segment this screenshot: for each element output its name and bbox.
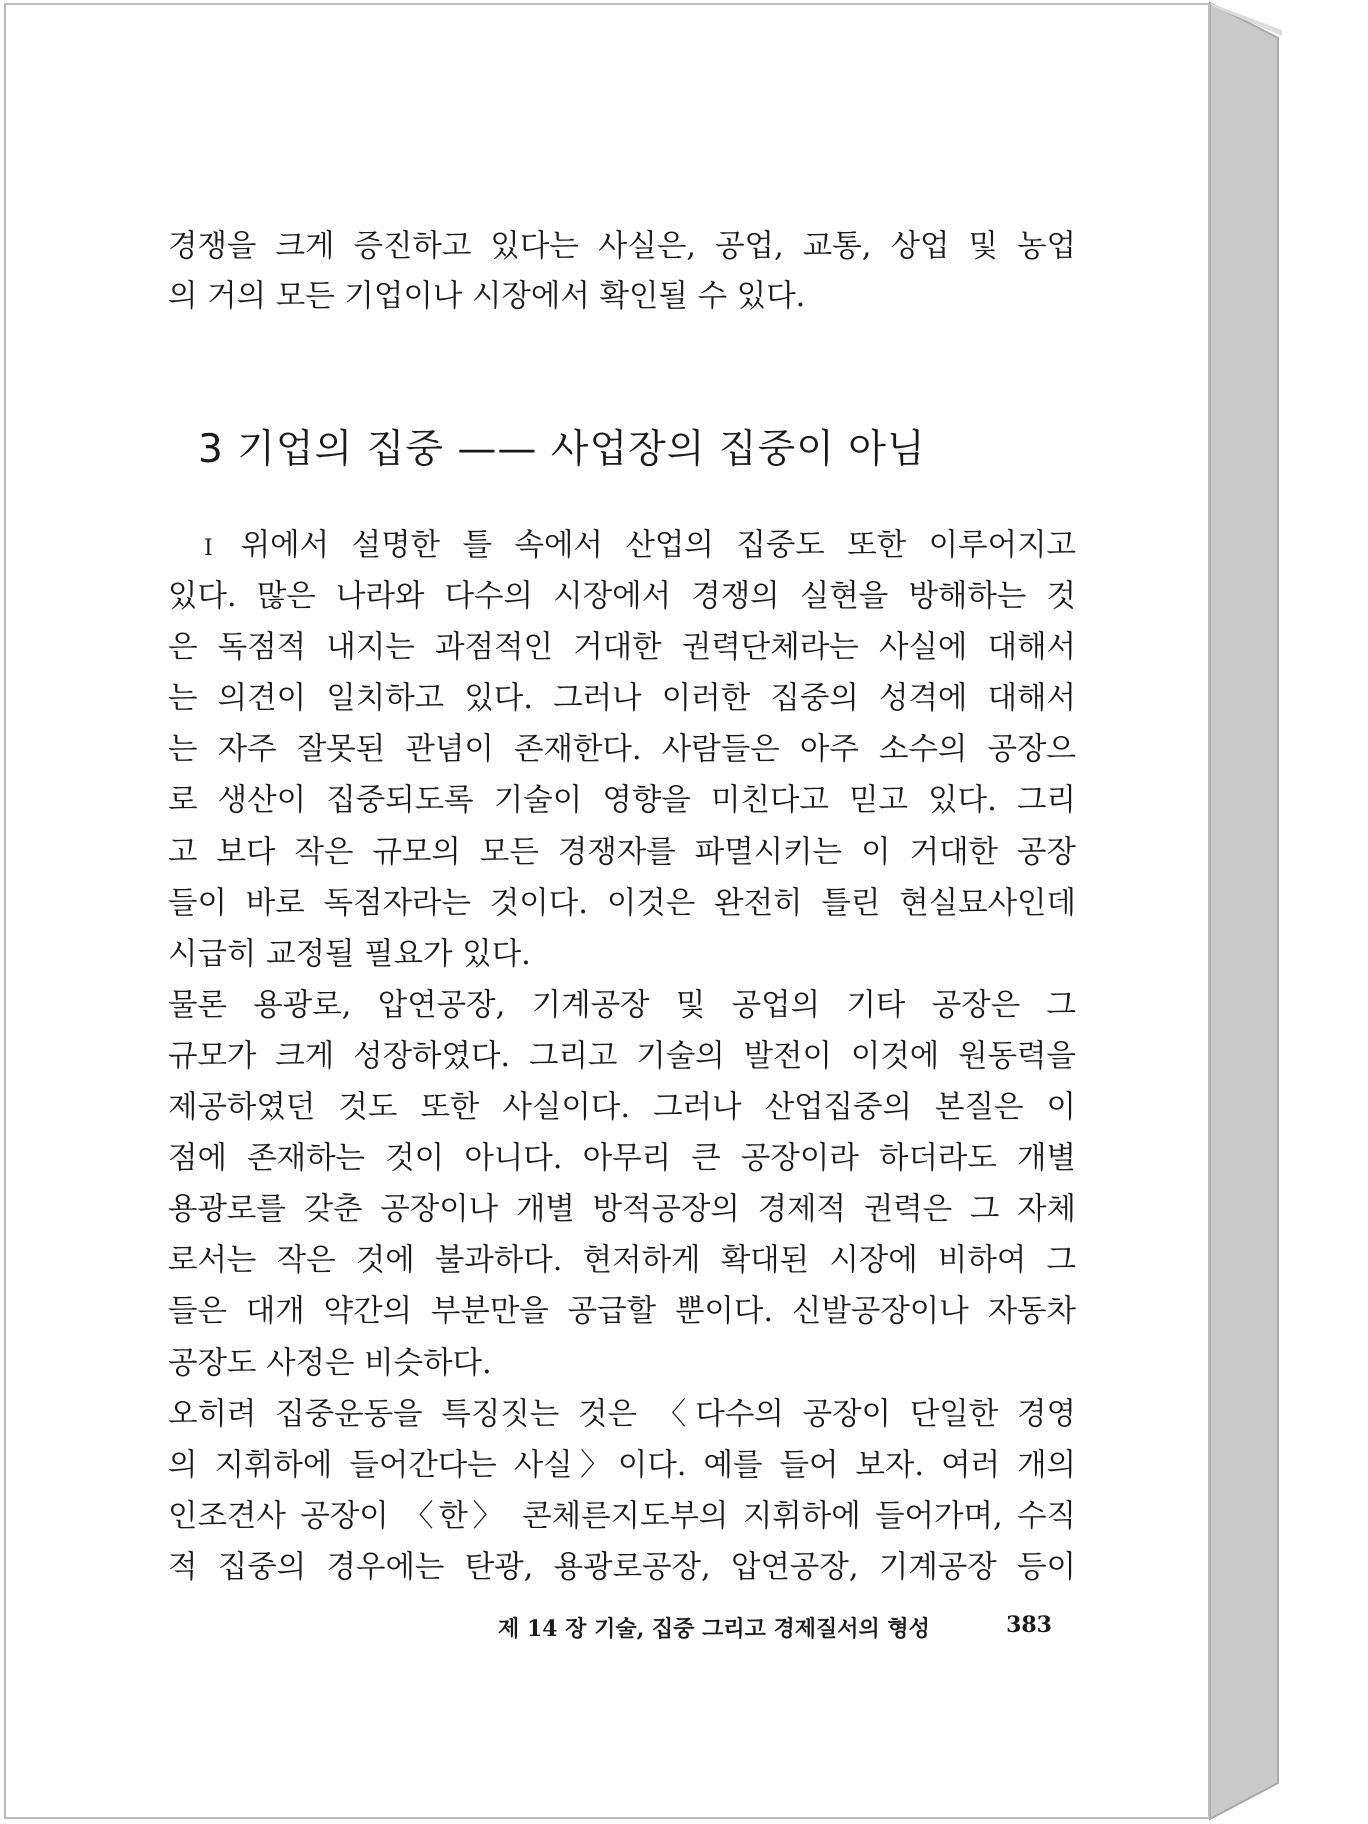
text-line-first bbox=[168, 520, 1076, 571]
body-text bbox=[168, 520, 1076, 1593]
text-line: 의 거의 모든 기업이나 시장에서 확인될 수 있다. bbox=[168, 278, 806, 314]
text-line: 오히려 집중운동을 특징짓는 것은 〈다수의 공장이 단일한 경영 bbox=[168, 1396, 1076, 1432]
paragraph-marker: I bbox=[204, 536, 213, 561]
text-line: 시급히 교정될 필요가 있다. bbox=[168, 936, 531, 972]
text-line: 인조견사 공장이 〈한〉 콘체른지도부의 지휘하에 들어가며, 수직 bbox=[168, 1498, 1076, 1534]
text-line: 용광로를 갖춘 공장이나 개별 방적공장의 경제적 권력은 그 자체 bbox=[168, 1192, 1076, 1228]
running-head: 제 14 장 기술, 집중 그리고 경제질서의 형성 bbox=[498, 1616, 930, 1642]
text-line: 는 의견이 일치하고 있다. 그러나 이러한 집중의 성격에 대해서 bbox=[168, 681, 1076, 717]
text-line: 들이 바로 독점자라는 것이다. 이것은 완전히 틀린 현실묘사인데 bbox=[168, 885, 1076, 921]
text-line: 로서는 작은 것에 불과하다. 현저하게 확대된 시장에 비하여 그 bbox=[168, 1243, 1076, 1279]
text-line: 은 독점적 내지는 과점적인 거대한 권력단체라는 사실에 대해서 bbox=[168, 630, 1076, 666]
text-line: 의 지휘하에 들어간다는 사실〉이다. 예를 들어 보자. 여러 개의 bbox=[168, 1447, 1076, 1483]
text-line: 규모가 크게 성장하였다. 그리고 기술의 발전이 이것에 원동력을 bbox=[168, 1038, 1076, 1074]
intro-text bbox=[168, 222, 1076, 321]
text-line: 고 보다 작은 규모의 모든 경쟁자를 파멸시키는 이 거대한 공장 bbox=[168, 834, 1076, 870]
text-line: 경쟁을 크게 증진하고 있다는 사실은, 공업, 교통, 상업 및 농업 bbox=[168, 229, 1076, 264]
text-line: 들은 대개 약간의 부분만을 공급할 뿐이다. 신발공장이나 자동차 bbox=[168, 1294, 1076, 1330]
text-line: 물론 용광로, 압연공장, 기계공장 및 공업의 기타 공장은 그 bbox=[168, 987, 1076, 1023]
text-line: 로 생산이 집중되도록 기술이 영향을 미친다고 믿고 있다. 그리 bbox=[168, 783, 1076, 819]
page-footer bbox=[498, 1612, 1052, 1643]
text-line: 공장도 사정은 비슷하다. bbox=[168, 1345, 492, 1381]
text-line: 제공하였던 것도 또한 사실이다. 그러나 산업집중의 본질은 이 bbox=[168, 1090, 1076, 1126]
section-heading: 3 기업의 집중 —— 사업장의 집중이 아님 bbox=[198, 427, 926, 472]
page-number: 383 bbox=[1006, 1612, 1052, 1638]
text-line: 있다. 많은 나라와 다수의 시장에서 경쟁의 실현을 방해하는 것 bbox=[168, 579, 1076, 615]
text-line: 적 집중의 경우에는 탄광, 용광로공장, 압연공장, 기계공장 등이 bbox=[168, 1549, 1076, 1585]
text-line: 는 자주 잘못된 관념이 존재한다. 사람들은 아주 소수의 공장으 bbox=[168, 732, 1076, 768]
text-line-content: 위에서 설명한 틀 속에서 산업의 집중도 또한 이루어지고 bbox=[240, 528, 1076, 563]
text-line: 점에 존재하는 것이 아니다. 아무리 큰 공장이라 하더라도 개별 bbox=[168, 1141, 1076, 1177]
